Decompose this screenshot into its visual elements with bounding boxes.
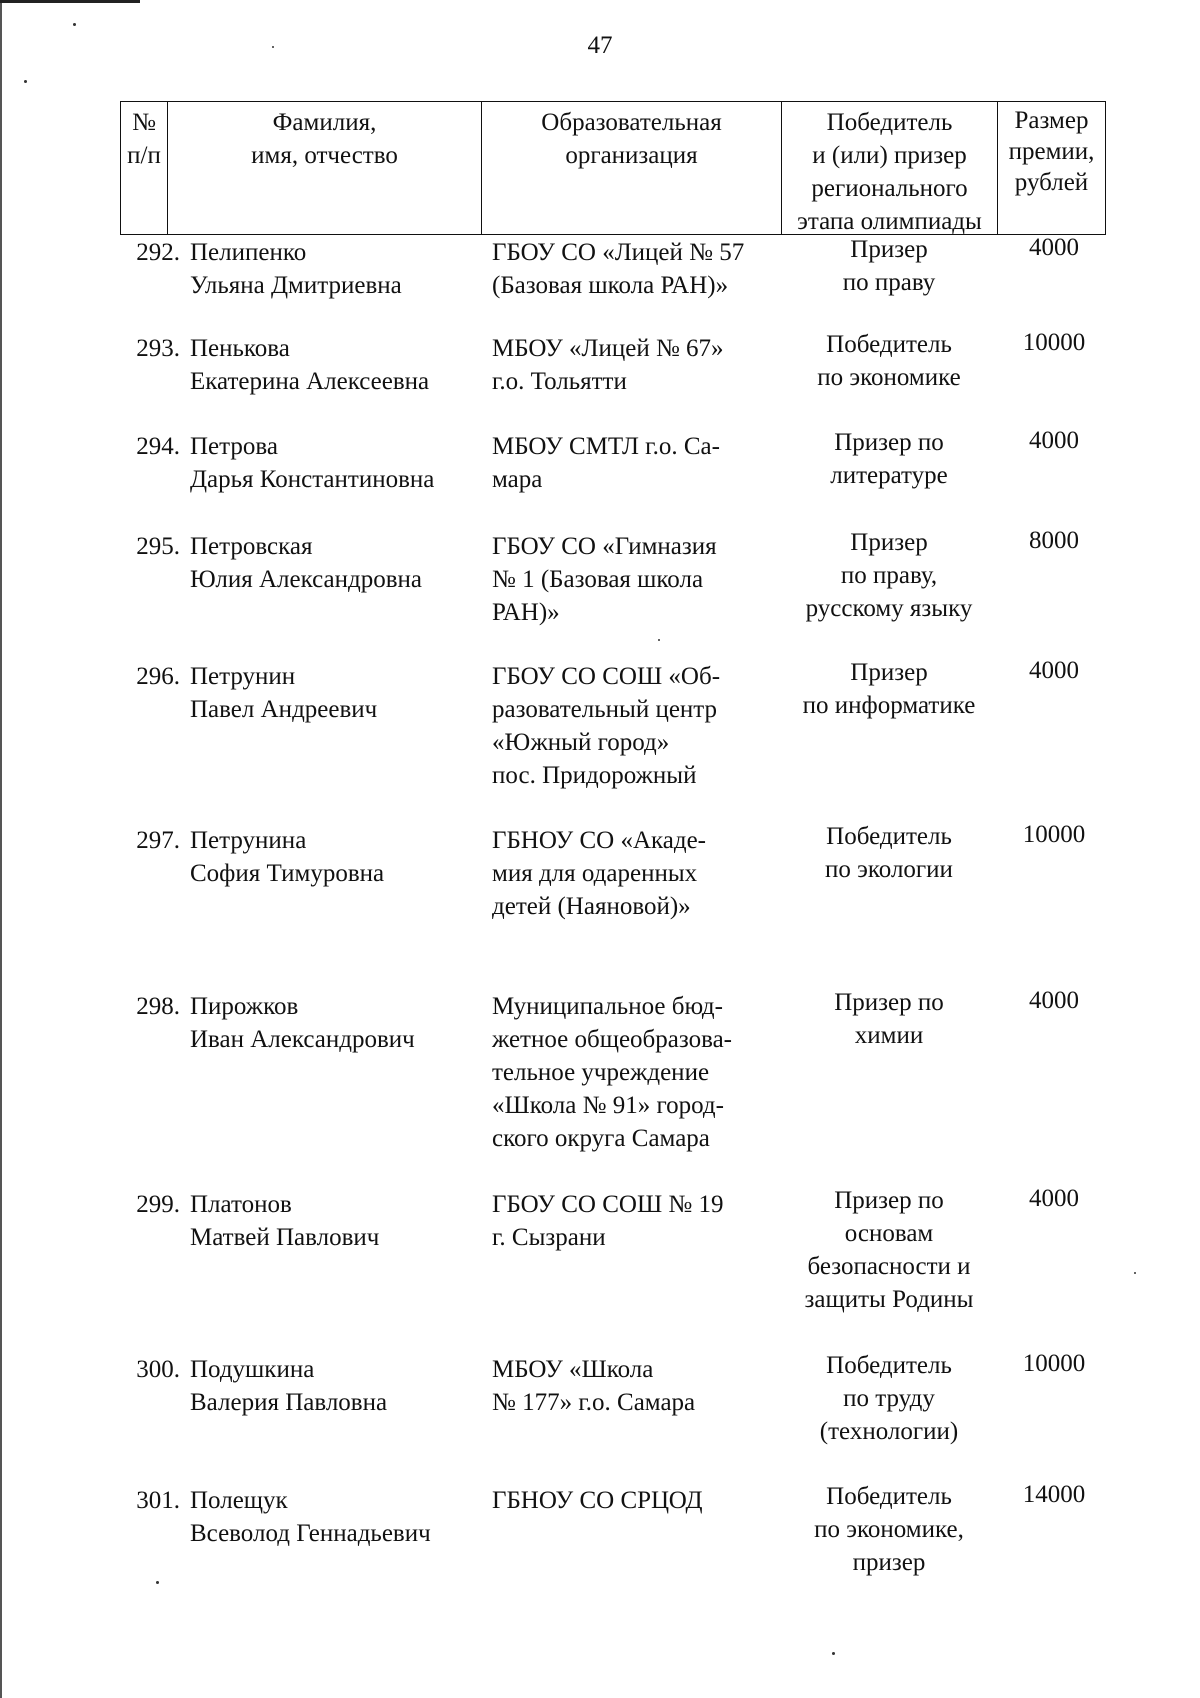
row-status: Победитель по экологии bbox=[825, 823, 953, 883]
row-prize: 4000 bbox=[1029, 234, 1079, 261]
row-number: 294. bbox=[136, 433, 180, 460]
row-name: Пирожков Иван Александрович bbox=[190, 993, 415, 1053]
row-name: Платонов Матвей Павлович bbox=[190, 1191, 380, 1251]
row-organization: ГБНОУ СО СРЦОД bbox=[492, 1487, 703, 1514]
row-status: Призер по праву bbox=[842, 236, 936, 296]
row-status: Победитель по труду (технологии) bbox=[819, 1352, 959, 1445]
scan-speck bbox=[156, 1581, 159, 1584]
scan-speck bbox=[73, 23, 76, 26]
row-organization: МБОУ «Школа № 177» г.о. Самара bbox=[492, 1356, 696, 1416]
row-organization: ГБОУ СО «Гимназия № 1 (Базовая школа РАН)» bbox=[492, 533, 717, 626]
scan-edge-line bbox=[0, 0, 2, 1698]
header-prize: Размер премии, рублей bbox=[997, 102, 1105, 234]
row-name: Петрунина София Тимуровна bbox=[190, 827, 385, 887]
scan-speck bbox=[658, 639, 660, 641]
row-name: Петрунин Павел Андреевич bbox=[190, 663, 378, 723]
row-status: Победитель по экономике bbox=[817, 331, 961, 391]
scan-speck bbox=[1134, 1272, 1136, 1274]
row-number: 292. bbox=[136, 239, 180, 266]
row-prize: 10000 bbox=[1022, 821, 1086, 848]
row-organization: ГБОУ СО «Лицей № 57 (Базовая школа РАН)» bbox=[492, 239, 745, 299]
row-prize: 4000 bbox=[1029, 427, 1079, 454]
row-status: Призер по основам безопасности и защиты Родины bbox=[804, 1187, 974, 1313]
scan-speck bbox=[24, 80, 27, 83]
row-number: 295. bbox=[136, 533, 180, 560]
header-status: Победитель и (или) призер регионального этапа олимпиады bbox=[781, 102, 997, 234]
row-prize: 14000 bbox=[1022, 1481, 1086, 1508]
row-prize: 8000 bbox=[1029, 527, 1079, 554]
row-number: 299. bbox=[136, 1191, 180, 1218]
row-status: Победитель по экономике, призер bbox=[814, 1483, 964, 1576]
row-status: Призер по химии bbox=[834, 989, 944, 1049]
row-name: Пенькова Екатерина Алексеевна bbox=[190, 335, 430, 395]
row-organization: МБОУ СМТЛ г.о. Са- мара bbox=[492, 433, 720, 493]
row-number: 296. bbox=[136, 663, 180, 690]
row-status: Призер по информатике bbox=[802, 659, 976, 719]
row-organization: ГБОУ СО СОШ «Об- разовательный центр «Южный город» пос. Придорожный bbox=[492, 663, 721, 789]
header-organization: Образовательная организация bbox=[481, 102, 781, 234]
row-number: 298. bbox=[136, 993, 180, 1020]
page-number: 47 bbox=[587, 32, 613, 59]
row-organization: ГБОУ СО СОШ № 19 г. Сызрани bbox=[492, 1191, 724, 1251]
row-number: 300. bbox=[136, 1356, 180, 1383]
row-name: Подушкина Валерия Павловна bbox=[190, 1356, 388, 1416]
row-number: 293. bbox=[136, 335, 180, 362]
table-header bbox=[120, 101, 1106, 235]
row-prize: 10000 bbox=[1022, 329, 1086, 356]
row-name: Пелипенко Ульяна Дмитриевна bbox=[190, 239, 402, 299]
row-number: 301. bbox=[136, 1487, 180, 1514]
scan-speck bbox=[272, 46, 274, 48]
header-name: Фамилия, имя, отчество bbox=[167, 102, 481, 234]
row-organization: Муниципальное бюд- жетное общеобразова- тельное учреждение «Школа № 91» город- ского округа Самара bbox=[492, 993, 733, 1152]
row-status: Призер по праву, русскому языку bbox=[805, 529, 973, 622]
row-number: 297. bbox=[136, 827, 180, 854]
row-prize: 10000 bbox=[1022, 1350, 1086, 1377]
scan-speck bbox=[832, 1652, 835, 1655]
row-organization: МБОУ «Лицей № 67» г.о. Тольятти bbox=[492, 335, 724, 395]
row-name: Полещук Всеволод Геннадьевич bbox=[190, 1487, 431, 1547]
row-name: Петровская Юлия Александровна bbox=[190, 533, 422, 593]
row-status: Призер по литературе bbox=[830, 429, 948, 489]
row-prize: 4000 bbox=[1029, 657, 1079, 684]
row-prize: 4000 bbox=[1029, 1185, 1079, 1212]
header-number: № п/п bbox=[127, 109, 161, 169]
row-name: Петрова Дарья Константиновна bbox=[190, 433, 435, 493]
scan-top-line bbox=[0, 0, 140, 3]
row-organization: ГБНОУ СО «Акаде- мия для одаренных детей (Наяновой)» bbox=[492, 827, 707, 920]
row-prize: 4000 bbox=[1029, 987, 1079, 1014]
